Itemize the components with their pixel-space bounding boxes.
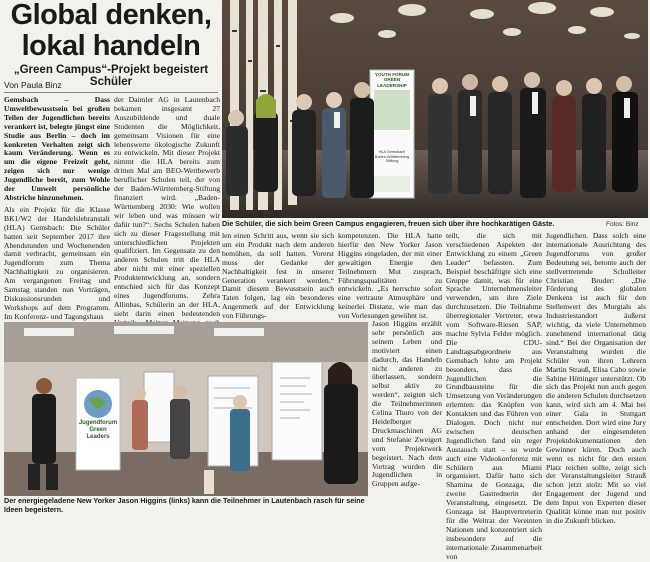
lead-paragraph: Gemsbach – Dass Umweltbewusstsein bei großen Teilen der Jugendlichen bereits verankert ist, belegte jüngst eine Studie aus Berlin – doch im konkreten Verhalten zeigt sich kaum Veränderung. Wenn es um die eigene Freizeit geht, zeigen sich nur wenige Jugendliche bereit, zum Wohle der Umwelt persönliche Abstriche hinzunehmen.	[4, 95, 110, 202]
article-column-3	[222, 231, 334, 321]
sponsor-line-2: Baden-Württemberg Stiftung	[374, 154, 410, 164]
banner2-line-1: Jugendforum	[78, 420, 118, 426]
body-paragraph-5: teilt, die sich mit verschiedenen Aspekten der Entwicklung zu einem „Green Leader“ befassten. Zum Beispiel beschäftigte sich eine Gruppe damit, was für eine Sprache Unternehmensleiter verwenden, um ihre Ziele durchzusetzen. Die Teilnahme überregionaler Vertreter, etwa vom Software-Riesen SAP, machte Sylvia Felder möglich. Die CDU-Landtagsabgeordnete aus Gemsbach lobte am Projekt besonders, dass die Jugendlichen die Grundbausteine für die Umsetzung von Veränderungen erlernten: das Knüpfen von Kontakten und das Führen von Dialogen. Doch nicht nur zwischen deutschen Jugendlichen fand ein reger Austausch statt – so wurde auch eine Videokonferenz mit Schülern aus Miami organisiert. Dafür hatte sich Shamina de Gonzaga, die zweite Gastrednerin der Veranstaltung, eingesetzt. De Gonzaga ist Hauptvertreterin für die Weltrat der Vereinten Nationen und konzentriert sich insbesondere auf die internationale Zusammenarbeit von	[446, 231, 542, 561]
group-photo-image	[222, 0, 648, 218]
byline: Von Paula Binz	[4, 80, 62, 90]
article-column-4-bottom	[372, 320, 442, 510]
article-column-6	[546, 231, 646, 525]
photo2-caption: Der energiegeladene New Yorker Jason Higgins (links) kann die Teilnehmer in Lautenbach rasch für seine Ideen begeistern.	[4, 496, 365, 514]
article-column-4-top	[338, 231, 442, 321]
headline-line-1: Global denken,	[10, 0, 212, 31]
body-paragraph-4a: kompetenzen. Die HLA hatte hierfür den New Yorker Jason Higgins eingeladen, der mit einer gewaltigen Energie den Teilnehmern Mut zusprach, Führungsqualitäten zu entwickeln. „Es herrschte sofort eine vertraute Atmosphäre und keinerlei Distanz, wie man das von Vorlesungen gewöhnt ist.	[338, 231, 442, 321]
banner-line-1: YOUTH FORUM	[374, 72, 410, 77]
body-paragraph-2: der Daimler AG in Lautenbach bekamen insgesamt 27 Auszubildende und duale Studenten die Möglichkeit, gemeinsam Visionen für eine lebenswerte ökologische Zukunft zu entwickeln. Mit dieser Projekt nimmt die HLA bereits zum dritten Mal am BEO-Wettbewerb beruflicher Schulen teil, der von der Baden-Württemberg-Stiftung finanziert wird. „Baden-Württemberg 2030: Wie wollen wir leben und was müssen wir dafür tun?“: Sechs Schulen haben sich zu dieser Fragestellung mit unterschiedlichen Projekten qualifiziert. Im Gegensatz zu den anderen Schulen tritt die HLA aber nicht mit einer speziellen Produktentwicklung an, sondern entschied sich für das Konzept eines Jugendforums. Zehra Allinbas, Schülerin an der HLA, sieht darin einen bedeutenden	[114, 95, 220, 318]
headline-line-2: lokal handeln	[21, 30, 201, 62]
body-paragraph-4b: Jason Higgins erzählt sehr persönlich aus seinem Leben und motiviert einen dadurch, das Handeln nicht anderen zu überlassen, sondern selbst aktiv zu werden“, zeigten sich die Teilnehmerinnen Celina Thuro von der Heidelberger Druckmaschinen AG und Stefanie Zweigert vom Projektwerk begeistert. Nach dem Vortrag wurden die Jugendlichen in Gruppen aufge-	[372, 319, 442, 489]
youth-forum-banner	[372, 72, 412, 88]
workshop-photo	[4, 322, 368, 496]
green-leaders-banner	[76, 420, 120, 441]
body-paragraph-6: Jugendlichen. Dass solch eine internationale Ausrichtung des Jugendforums von großer Bedeutung sei, betonte auch der stellvertretende Schulleiter Christian Bruder: „Die Förderung des globalen Denkens ist auch für den Stellenwert des Murgtals als Industriestandort äußerst wichtig, da viele Unternehmen zunehmend international tätig sind.“ Bei der Organisation der Veranstaltung wurden die Schüler von ihren Lehrern Martin Strauß, Elisa Cabo sowie Sabine Höttinger unterstützt. Ob sich das Projekt nun auch gegen die anderen Schulen durchsetzen kann, wird sich am 4. Mai bei einer Gala in Stuttgart entscheiden. Dort wird eine Jury anhand der eingesendeten Projektdokumentationen den Gewinner küren. Doch auch wenn es nicht für den ersten Platz reichen sollte, zeigt sich der Veranstaltungsleiter Strauß schon jetzt stolz: Mit so viel Engagement der Jugend und dem Input von Experten dieser Qualität könne man nur positiv in die Zukunft blicken.	[546, 231, 646, 525]
body-paragraph-3: len einen Schritt aus, wenn sie sich um ein Produkt nach dem anderen bemühen, da soll hatten. Vorerst muss der Gedanke der Nachhaltigkeit fest in unserer Generation verankert werden.“ Damit diesem Bewusstsein auch Taten folgen, lag ein besonderes Augenmerk auf der Entwicklung von Führungs-	[222, 231, 334, 321]
body-paragraph-1: Als ein Projekt für die Klasse BK1/W2 der Handelslehranstalt (HLA) Gemsbach: Die Schüler hatten seit September 2017 ihre Abendstunden und Wochenenden damit verbracht, gemeinsam ein Jugendforum zum Thema Nachhaltigkeit zu organisieren. Am vergangenen Freitag und Samstag standen nun Vorträgen, Diskussionsrunden und Workshops auf dem Programm. Im Konferenz- und Tagungshaus	[4, 204, 110, 321]
banner2-line-2: Green	[89, 427, 107, 433]
group-photo	[222, 0, 648, 218]
banner-line-2: GREEN LEADERSHIP	[377, 77, 407, 88]
sponsor-line-1: HLA Gemsbach	[378, 150, 406, 154]
kicker: „Green Campus“-Projekt begeistert Schüler	[13, 64, 209, 88]
banner2-line-3: Leaders	[86, 434, 110, 440]
article-column-5	[446, 231, 542, 561]
photo1-credit: Fotos: Binz	[606, 221, 639, 228]
photo1-caption: Die Schüler, die sich beim Green Campus engagieren, freuen sich über ihre hochkarätigen Gäste.	[222, 219, 555, 228]
sponsor-logos	[372, 150, 412, 164]
workshop-photo-image	[4, 322, 368, 496]
divider	[4, 92, 218, 93]
headline	[4, 0, 218, 62]
